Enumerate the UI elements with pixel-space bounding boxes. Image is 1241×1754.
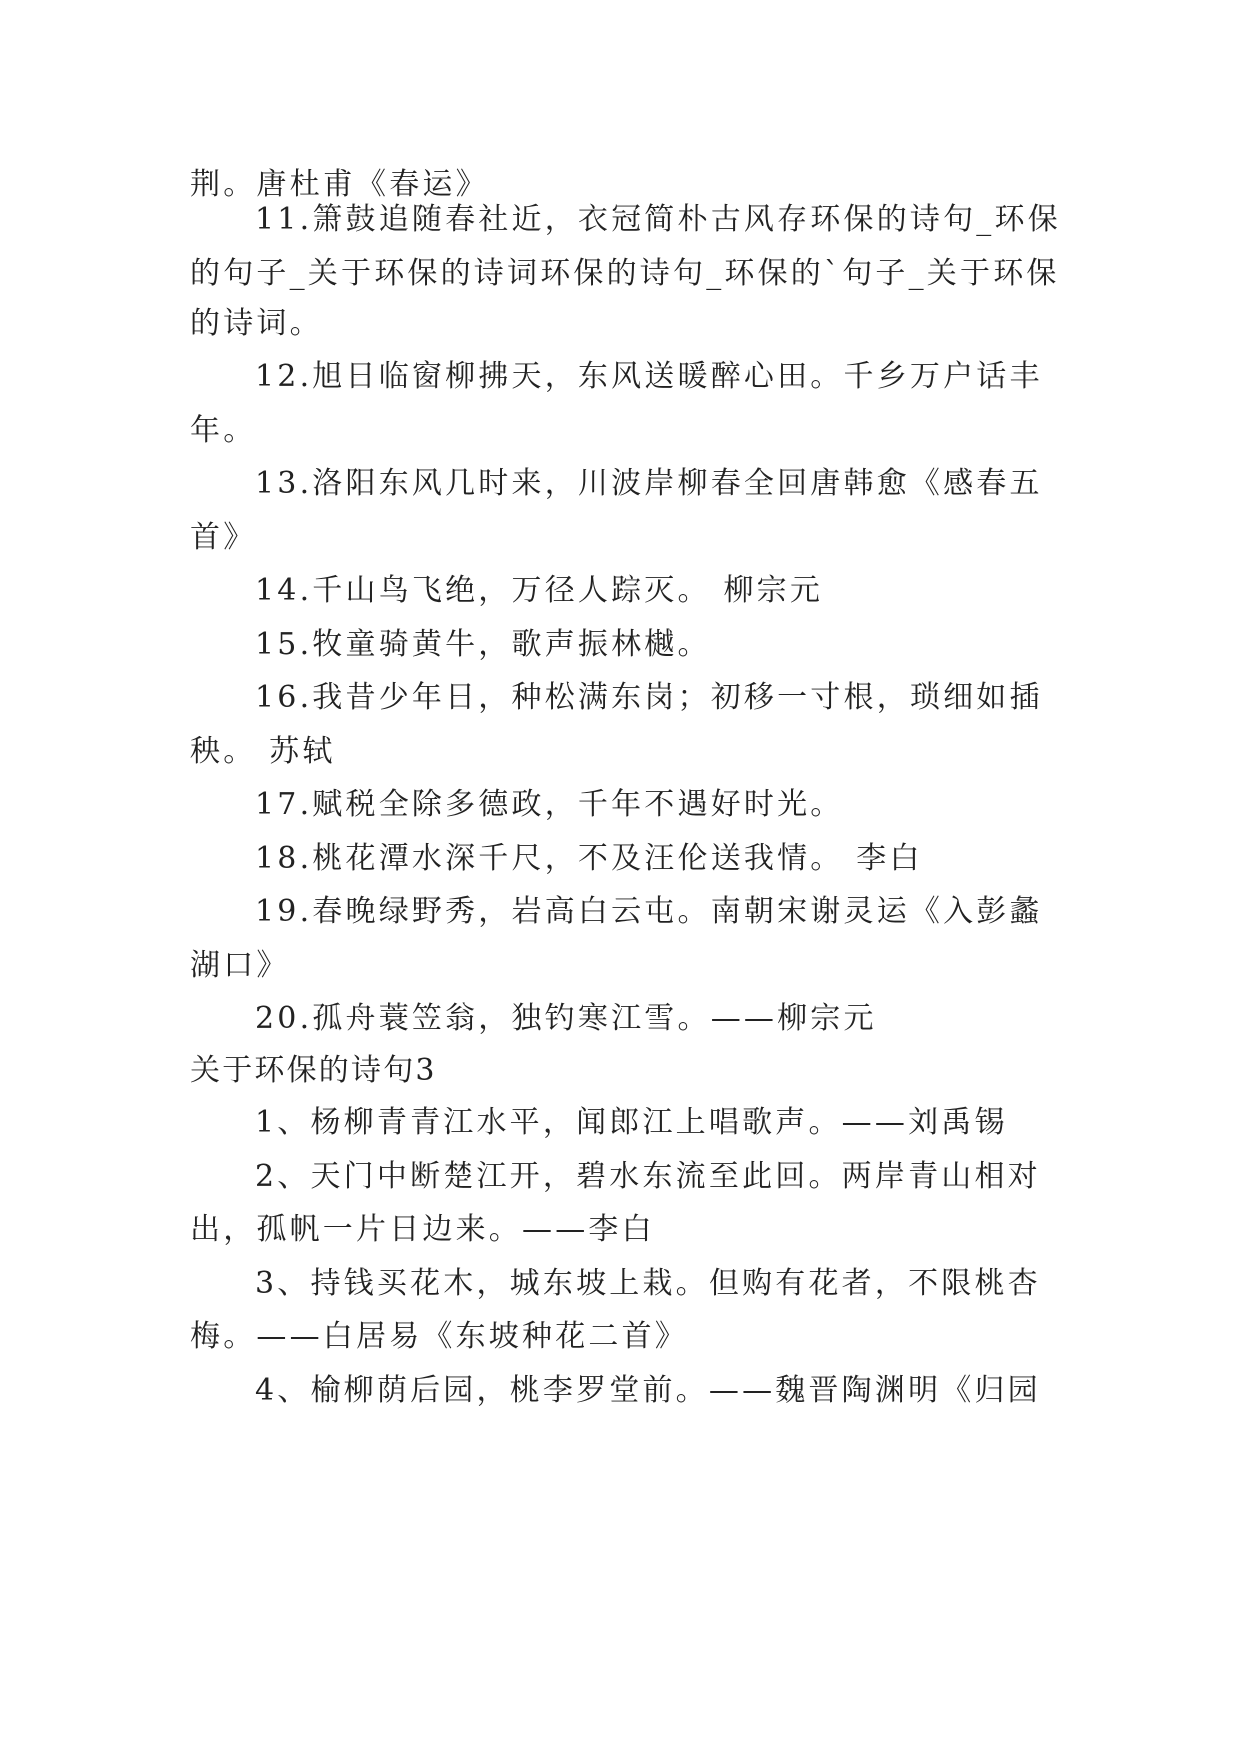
text-line: 首》 — [190, 520, 257, 555]
text-line: 17.赋税全除多德政，千年不遇好时光。 — [255, 787, 844, 822]
text-line: 出，孤帆一片日边来。——李白 — [190, 1212, 655, 1247]
text-line: 4、榆柳荫后园，桃李罗堂前。——魏晋陶渊明《归园 — [255, 1373, 1041, 1408]
text-line: 的句子_关于环保的诗词环保的诗句_环保的`句子_关于环保 — [190, 256, 1060, 291]
text-line: 19.春晚绿野秀，岩高白云屯。南朝宋谢灵运《入彭蠡 — [255, 894, 1043, 929]
text-line: 15.牧童骑黄牛，歌声振林樾。 — [255, 627, 711, 662]
text-line: 16.我昔少年日，种松满东岗；初移一寸根，琐细如插 — [255, 680, 1043, 715]
text-line: 18.桃花潭水深千尺，不及汪伦送我情。 李白 — [255, 841, 923, 876]
section-heading: 关于环保的诗句3 — [190, 1053, 437, 1088]
text-line: 湖口》 — [190, 948, 290, 983]
text-line: 3、持钱买花木，城东坡上栽。但购有花者，不限桃杏 — [255, 1266, 1041, 1301]
text-line: 12.旭日临窗柳拂天，东风送暖醉心田。千乡万户话丰 — [255, 359, 1043, 394]
text-line: 荆。唐杜甫《春运》 — [190, 167, 489, 202]
text-line: 1、杨柳青青江水平，闻郎江上唱歌声。——刘禹锡 — [255, 1105, 1008, 1140]
text-line: 14.千山鸟飞绝，万径人踪灭。 柳宗元 — [255, 573, 824, 608]
text-line: 13.洛阳东风几时来，川波岸柳春全回唐韩愈《感春五 — [255, 466, 1043, 501]
text-line: 秧。 苏轼 — [190, 734, 336, 769]
text-line: 11.箫鼓追随春社近，衣冠简朴古风存环保的诗句_环保 — [255, 202, 1061, 237]
text-line: 的诗词。 — [190, 306, 323, 341]
text-line: 2、天门中断楚江开，碧水东流至此回。两岸青山相对 — [255, 1159, 1041, 1194]
text-line: 梅。——白居易《东坡种花二首》 — [190, 1319, 688, 1354]
text-line: 年。 — [190, 413, 257, 448]
text-line: 20.孤舟蓑笠翁，独钓寒江雪。——柳宗元 — [255, 1001, 877, 1036]
